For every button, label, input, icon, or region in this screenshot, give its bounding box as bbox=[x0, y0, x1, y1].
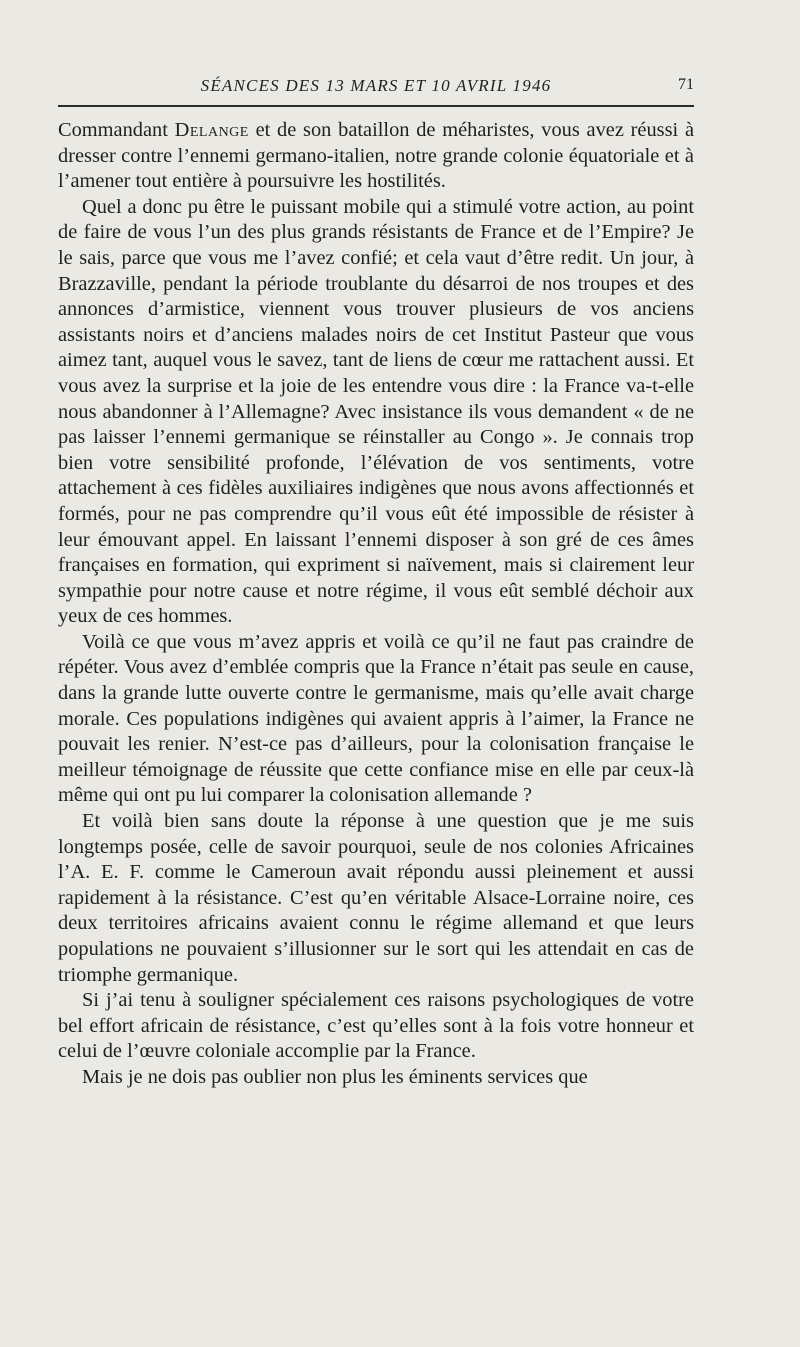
name-delange: Delange bbox=[174, 119, 249, 141]
paragraph-4: Et voilà bien sans doute la réponse à une question que je me suis longtemps posée, celle de savoir pourquoi, seule de nos colonies Africaines l’A. E. F. comme le Cameroun avait répondu aussi pleinement et aussi rapidement à la résistance. C’est qu’en véritable Alsace-Lorraine noire, ces deux territoires africains avaient connu le régime allemand et que leurs populations ne pouvaient s’illusionner sur le sort qui les attendait en cas de triomphe germanique. bbox=[58, 810, 694, 986]
paragraph-2: Quel a donc pu être le puissant mobile qui a stimulé votre action, au point de faire de vous l’un des plus grands résistants de France et de l’Empire? Je le sais, parce que vous me l’avez confié; et cela vaut d’être redit. Un jour, à Brazzaville, pendant la période troublante du désarroi de nos troupes et des annonces d’armistice, viennent vous trouver plusieurs de vos anciens assistants noirs et d’anciens malades noirs de cet Institut Pasteur que vous aimez tant, auquel vous le savez, tant de liens de cœur me rattachent aussi. Et vous avez la surprise et la joie de les entendre vous dire : la France va-t-elle nous abandonner à l’Allemagne? Avec insistance ils vous demandent « de ne pas laisser l’ennemi germanique se réinstaller au Congo ». Je connais trop bien votre sensibilité profonde, l’élévation de vos sentiments, votre attachement à ces fidèles auxiliaires indigènes que nous avons affectionnés et formés, pour ne pas comprendre qu’il vous eût été impossible de résister à leur émouvant appel. En laissant l’ennemi disposer à son gré de ces âmes françaises en formation, qui expriment si naïvement, mais si clairement leur sympathie pour notre cause et notre régime, il vous eût semblé déchoir aux yeux de ces hommes. bbox=[58, 195, 694, 628]
page-number: 71 bbox=[678, 76, 694, 93]
paragraph-1-lead: Commandant bbox=[58, 119, 175, 141]
body-text bbox=[58, 118, 694, 1091]
paragraph-3: Voilà ce que vous m’avez appris et voilà ce qu’il ne faut pas craindre de répéter. Vous avez d’emblée compris que la France n’était pas seule en cause, dans la grande lutte ouverte contre le germanisme, mais qu’elle avait charge morale. Ces populations indigènes qui avaient appris à l’aimer, la France ne pouvait les renier. N’est-ce pas d’ailleurs, pour la colonisation française le meilleur témoignage de réussite que cette confiance mise en elle par ceux-là même qui ont pu lui comparer la colonisation allemande ? bbox=[58, 630, 694, 807]
header-rule bbox=[58, 105, 694, 107]
paragraph-1 bbox=[58, 118, 694, 195]
paragraph-6: Mais je ne dois pas oublier non plus les éminents services que bbox=[82, 1065, 588, 1088]
paragraph-5: Si j’ai tenu à souligner spécialement ces raisons psychologiques de votre bel effort africain de résistance, c’est qu’elles sont à la fois votre honneur et celui de l’œuvre coloniale accomplie par la France. bbox=[58, 989, 694, 1063]
page-header bbox=[58, 76, 694, 104]
paragraph-1-text: et de son bataillon de méharistes, vous avez réussi à dresser contre l’ennemi germano-italien, notre grande colonie équatoriale et à l’amener tout entière à poursuivre les hostilités. bbox=[58, 119, 694, 193]
running-title: SÉANCES DES 13 MARS ET 10 AVRIL 1946 bbox=[200, 76, 552, 95]
